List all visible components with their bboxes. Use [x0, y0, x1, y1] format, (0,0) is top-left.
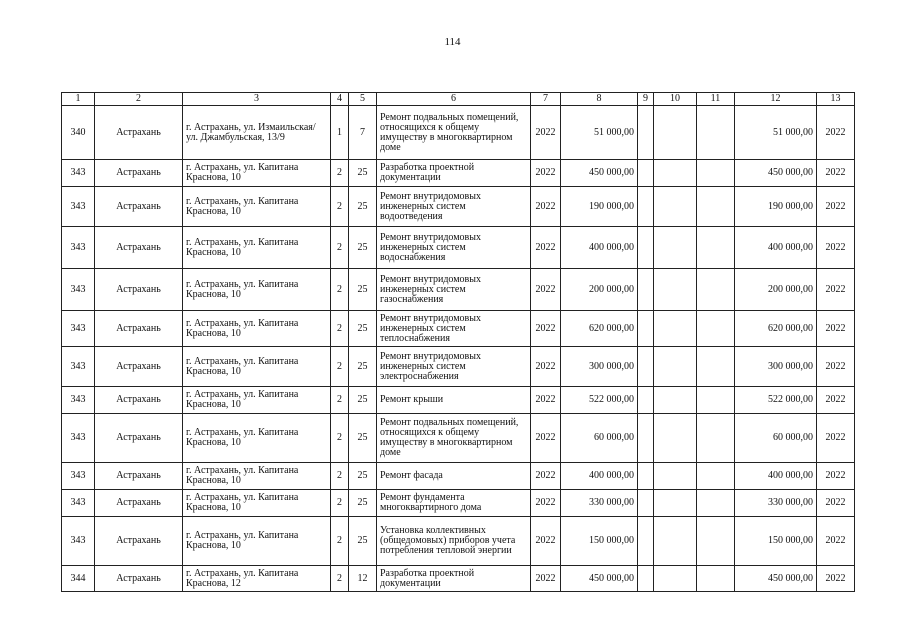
address-cell: г. Астрахань, ул. Капитана Краснова, 10	[183, 387, 331, 414]
year-cell: 2022	[531, 160, 561, 187]
total-cost-cell: 190 000,00	[735, 187, 817, 227]
col11-cell	[697, 463, 735, 490]
col4-cell: 2	[331, 311, 349, 347]
address-cell: г. Астрахань, ул. Капитана Краснова, 10	[183, 463, 331, 490]
work-type-cell: Ремонт фундамента многоквартирного дома	[377, 490, 531, 517]
address-cell: г. Астрахань, ул. Измаильская/ ул. Джамбульская, 13/9	[183, 106, 331, 160]
header-cell: 4	[331, 93, 349, 106]
col11-cell	[697, 387, 735, 414]
work-type-cell: Ремонт подвальных помещений, относящихся к общему имуществу в многоквартирном доме	[377, 414, 531, 463]
col9-cell	[638, 160, 654, 187]
work-type-cell: Ремонт внутридомовых инженерных систем водоснабжения	[377, 227, 531, 269]
col9-cell	[638, 490, 654, 517]
cost-cell: 190 000,00	[561, 187, 638, 227]
total-cost-cell: 300 000,00	[735, 347, 817, 387]
completion-year-cell: 2022	[817, 490, 855, 517]
cost-cell: 330 000,00	[561, 490, 638, 517]
municipality-cell: Астрахань	[95, 227, 183, 269]
col10-cell	[654, 566, 697, 592]
header-cell: 2	[95, 93, 183, 106]
table-row	[62, 311, 855, 347]
completion-year-cell: 2022	[817, 566, 855, 592]
total-cost-cell: 620 000,00	[735, 311, 817, 347]
work-type-cell: Ремонт крыши	[377, 387, 531, 414]
table-row	[62, 463, 855, 490]
col4-cell: 2	[331, 490, 349, 517]
col4-cell: 2	[331, 187, 349, 227]
col4-cell: 2	[331, 387, 349, 414]
year-cell: 2022	[531, 387, 561, 414]
header-cell: 10	[654, 93, 697, 106]
col10-cell	[654, 227, 697, 269]
col10-cell	[654, 269, 697, 311]
completion-year-cell: 2022	[817, 414, 855, 463]
completion-year-cell: 2022	[817, 347, 855, 387]
col4-cell: 2	[331, 463, 349, 490]
address-cell: г. Астрахань, ул. Капитана Краснова, 10	[183, 311, 331, 347]
work-type-cell: Ремонт подвальных помещений, относящихся к общему имуществу в многоквартирном доме	[377, 106, 531, 160]
page-number: 114	[444, 36, 461, 48]
year-cell: 2022	[531, 311, 561, 347]
municipality-cell: Астрахань	[95, 517, 183, 566]
col11-cell	[697, 414, 735, 463]
column-number-header	[62, 93, 855, 106]
col4-cell: 2	[331, 227, 349, 269]
year-cell: 2022	[531, 106, 561, 160]
col4-cell: 2	[331, 269, 349, 311]
col11-cell	[697, 490, 735, 517]
col9-cell	[638, 566, 654, 592]
col9-cell	[638, 269, 654, 311]
total-cost-cell: 200 000,00	[735, 269, 817, 311]
row-number-cell: 343	[62, 269, 95, 311]
work-type-cell: Ремонт внутридомовых инженерных систем электроснабжения	[377, 347, 531, 387]
table-row	[62, 227, 855, 269]
col11-cell	[697, 347, 735, 387]
cost-cell: 150 000,00	[561, 517, 638, 566]
year-cell: 2022	[531, 517, 561, 566]
col5-cell: 25	[349, 311, 377, 347]
address-cell: г. Астрахань, ул. Капитана Краснова, 10	[183, 269, 331, 311]
header-cell: 7	[531, 93, 561, 106]
col10-cell	[654, 187, 697, 227]
col10-cell	[654, 414, 697, 463]
col5-cell: 25	[349, 414, 377, 463]
work-type-cell: Ремонт фасада	[377, 463, 531, 490]
address-cell: г. Астрахань, ул. Капитана Краснова, 12	[183, 566, 331, 592]
municipality-cell: Астрахань	[95, 566, 183, 592]
address-cell: г. Астрахань, ул. Капитана Краснова, 10	[183, 490, 331, 517]
col11-cell	[697, 106, 735, 160]
municipality-cell: Астрахань	[95, 414, 183, 463]
col5-cell: 25	[349, 187, 377, 227]
table-row	[62, 566, 855, 592]
total-cost-cell: 330 000,00	[735, 490, 817, 517]
row-number-cell: 343	[62, 187, 95, 227]
address-cell: г. Астрахань, ул. Капитана Краснова, 10	[183, 517, 331, 566]
total-cost-cell: 450 000,00	[735, 566, 817, 592]
col9-cell	[638, 347, 654, 387]
col4-cell: 2	[331, 414, 349, 463]
municipality-cell: Астрахань	[95, 463, 183, 490]
col11-cell	[697, 311, 735, 347]
municipality-cell: Астрахань	[95, 269, 183, 311]
work-type-cell: Ремонт внутридомовых инженерных систем газоснабжения	[377, 269, 531, 311]
address-cell: г. Астрахань, ул. Капитана Краснова, 10	[183, 187, 331, 227]
table-row	[62, 160, 855, 187]
total-cost-cell: 522 000,00	[735, 387, 817, 414]
col9-cell	[638, 517, 654, 566]
col10-cell	[654, 490, 697, 517]
municipality-cell: Астрахань	[95, 160, 183, 187]
table-row	[62, 187, 855, 227]
col10-cell	[654, 463, 697, 490]
col5-cell: 25	[349, 160, 377, 187]
municipality-cell: Астрахань	[95, 187, 183, 227]
work-type-cell: Разработка проектной документации	[377, 160, 531, 187]
completion-year-cell: 2022	[817, 160, 855, 187]
col4-cell: 2	[331, 160, 349, 187]
col11-cell	[697, 566, 735, 592]
municipality-cell: Астрахань	[95, 387, 183, 414]
row-number-cell: 343	[62, 414, 95, 463]
row-number-cell: 343	[62, 387, 95, 414]
work-type-cell: Ремонт внутридомовых инженерных систем водоотведения	[377, 187, 531, 227]
row-number-cell: 343	[62, 347, 95, 387]
col9-cell	[638, 311, 654, 347]
header-cell: 6	[377, 93, 531, 106]
header-cell: 12	[735, 93, 817, 106]
col9-cell	[638, 187, 654, 227]
col9-cell	[638, 387, 654, 414]
col11-cell	[697, 187, 735, 227]
total-cost-cell: 400 000,00	[735, 227, 817, 269]
row-number-cell: 343	[62, 490, 95, 517]
address-cell: г. Астрахань, ул. Капитана Краснова, 10	[183, 414, 331, 463]
col5-cell: 25	[349, 517, 377, 566]
year-cell: 2022	[531, 463, 561, 490]
row-number-cell: 343	[62, 160, 95, 187]
completion-year-cell: 2022	[817, 387, 855, 414]
row-number-cell: 343	[62, 517, 95, 566]
year-cell: 2022	[531, 187, 561, 227]
work-type-cell: Установка коллективных (общедомовых) приборов учета потребления тепловой энергии	[377, 517, 531, 566]
total-cost-cell: 450 000,00	[735, 160, 817, 187]
cost-cell: 200 000,00	[561, 269, 638, 311]
row-number-cell: 344	[62, 566, 95, 592]
completion-year-cell: 2022	[817, 463, 855, 490]
work-type-cell: Ремонт внутридомовых инженерных систем теплоснабжения	[377, 311, 531, 347]
header-cell: 8	[561, 93, 638, 106]
col5-cell: 25	[349, 269, 377, 311]
table-row	[62, 517, 855, 566]
completion-year-cell: 2022	[817, 517, 855, 566]
year-cell: 2022	[531, 414, 561, 463]
completion-year-cell: 2022	[817, 269, 855, 311]
cost-cell: 60 000,00	[561, 414, 638, 463]
municipality-cell: Астрахань	[95, 490, 183, 517]
col5-cell: 7	[349, 106, 377, 160]
table-row	[62, 347, 855, 387]
year-cell: 2022	[531, 269, 561, 311]
header-cell: 3	[183, 93, 331, 106]
col9-cell	[638, 227, 654, 269]
col5-cell: 12	[349, 566, 377, 592]
row-number-cell: 340	[62, 106, 95, 160]
col4-cell: 2	[331, 347, 349, 387]
address-cell: г. Астрахань, ул. Капитана Краснова, 10	[183, 160, 331, 187]
header-cell: 5	[349, 93, 377, 106]
col11-cell	[697, 227, 735, 269]
total-cost-cell: 51 000,00	[735, 106, 817, 160]
row-number-cell: 343	[62, 463, 95, 490]
header-cell: 9	[638, 93, 654, 106]
address-cell: г. Астрахань, ул. Капитана Краснова, 10	[183, 347, 331, 387]
total-cost-cell: 400 000,00	[735, 463, 817, 490]
col10-cell	[654, 311, 697, 347]
completion-year-cell: 2022	[817, 227, 855, 269]
col4-cell: 1	[331, 106, 349, 160]
work-type-cell: Разработка проектной документации	[377, 566, 531, 592]
col9-cell	[638, 463, 654, 490]
table-row	[62, 269, 855, 311]
col5-cell: 25	[349, 463, 377, 490]
cost-cell: 450 000,00	[561, 160, 638, 187]
col5-cell: 25	[349, 490, 377, 517]
completion-year-cell: 2022	[817, 187, 855, 227]
completion-year-cell: 2022	[817, 106, 855, 160]
year-cell: 2022	[531, 227, 561, 269]
year-cell: 2022	[531, 490, 561, 517]
total-cost-cell: 150 000,00	[735, 517, 817, 566]
col11-cell	[697, 160, 735, 187]
year-cell: 2022	[531, 347, 561, 387]
municipality-cell: Астрахань	[95, 106, 183, 160]
row-number-cell: 343	[62, 227, 95, 269]
cost-cell: 400 000,00	[561, 227, 638, 269]
table-row	[62, 414, 855, 463]
col10-cell	[654, 517, 697, 566]
col4-cell: 2	[331, 566, 349, 592]
table-row	[62, 387, 855, 414]
table-body	[62, 93, 855, 592]
col9-cell	[638, 414, 654, 463]
col5-cell: 25	[349, 387, 377, 414]
row-number-cell: 343	[62, 311, 95, 347]
completion-year-cell: 2022	[817, 311, 855, 347]
table-row	[62, 106, 855, 160]
municipality-cell: Астрахань	[95, 347, 183, 387]
cost-cell: 450 000,00	[561, 566, 638, 592]
col10-cell	[654, 160, 697, 187]
header-cell: 13	[817, 93, 855, 106]
data-table	[61, 92, 855, 592]
cost-cell: 300 000,00	[561, 347, 638, 387]
col10-cell	[654, 347, 697, 387]
col4-cell: 2	[331, 517, 349, 566]
table-row	[62, 490, 855, 517]
cost-cell: 620 000,00	[561, 311, 638, 347]
total-cost-cell: 60 000,00	[735, 414, 817, 463]
col10-cell	[654, 106, 697, 160]
cost-cell: 51 000,00	[561, 106, 638, 160]
header-cell: 1	[62, 93, 95, 106]
col11-cell	[697, 269, 735, 311]
cost-cell: 522 000,00	[561, 387, 638, 414]
cost-cell: 400 000,00	[561, 463, 638, 490]
col10-cell	[654, 387, 697, 414]
col9-cell	[638, 106, 654, 160]
address-cell: г. Астрахань, ул. Капитана Краснова, 10	[183, 227, 331, 269]
header-cell: 11	[697, 93, 735, 106]
municipality-cell: Астрахань	[95, 311, 183, 347]
col5-cell: 25	[349, 227, 377, 269]
col5-cell: 25	[349, 347, 377, 387]
year-cell: 2022	[531, 566, 561, 592]
col11-cell	[697, 517, 735, 566]
